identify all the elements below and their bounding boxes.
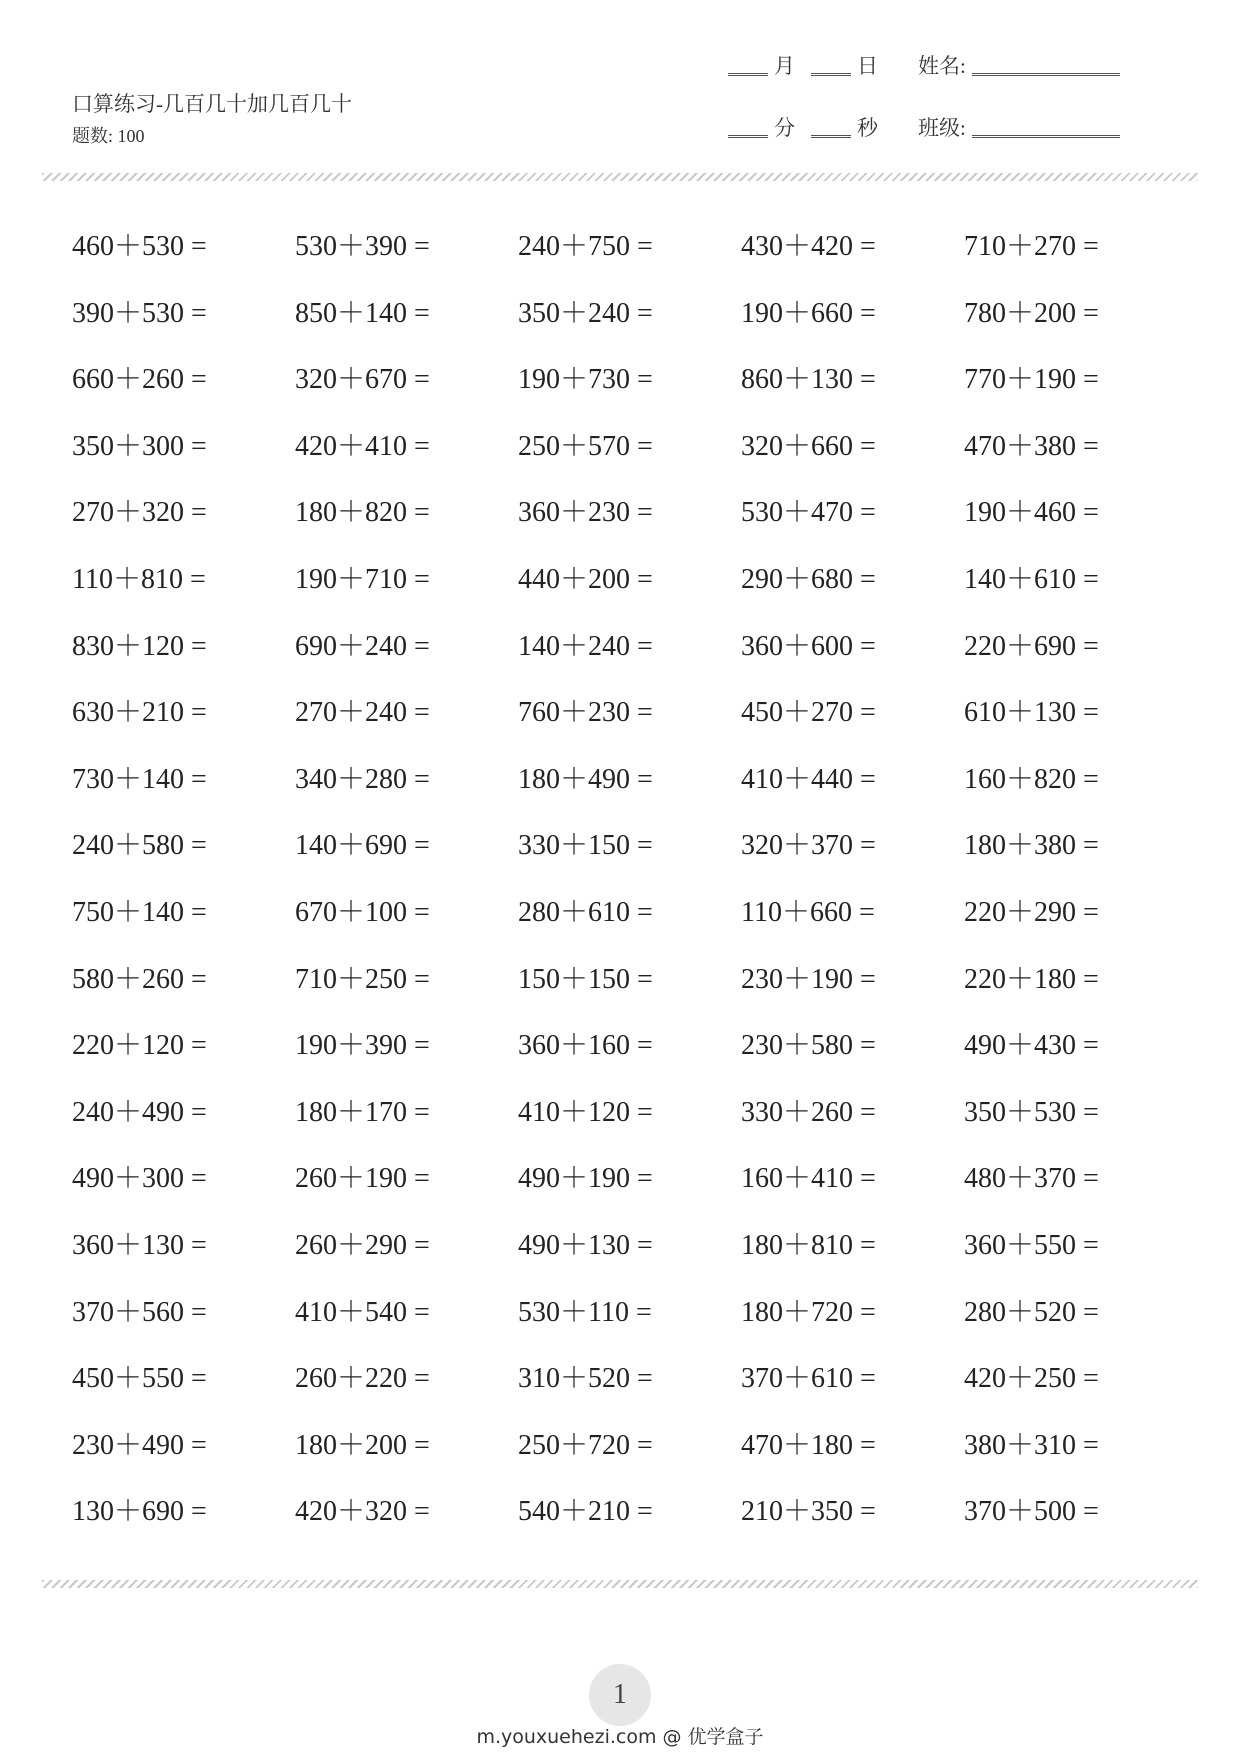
problem-item: 450＋270 = [741,697,876,729]
problem-item: 240＋580 = [72,830,207,862]
footer-site-text: m.youxuehezi.com @ 优学盒子 [476,1726,764,1748]
problem-item: 380＋310 = [964,1429,1099,1461]
problem-item: 180＋380 = [964,830,1099,862]
problem-item: 180＋200 = [295,1429,430,1461]
problem-item: 350＋300 = [72,430,207,462]
problem-item: 460＋530 = [72,231,207,262]
second-blank[interactable] [811,135,851,138]
problem-item: 240＋750 = [518,231,653,262]
problem-item: 180＋720 = [741,1296,876,1328]
problem-item: 860＋130 = [741,364,876,396]
problem-item: 350＋530 = [964,1096,1099,1128]
problem-item: 390＋530 = [72,297,207,329]
problem-item: 830＋120 = [72,630,207,662]
problem-item: 280＋520 = [964,1296,1099,1328]
problem-item: 190＋390 = [295,1030,430,1062]
problem-item: 360＋160 = [518,1030,653,1062]
problem-item: 360＋550 = [964,1229,1099,1261]
bottom-divider [42,1580,1198,1588]
problem-item: 140＋240 = [518,630,653,662]
problem-item: 530＋390 = [295,231,430,262]
name-label: 姓名: [918,54,966,78]
problem-item: 110＋660 = [741,896,875,928]
problem-grid [72,230,1192,1562]
problem-item: 280＋610 = [518,896,653,928]
problem-item: 110＋810 = [72,563,206,595]
problem-item: 430＋420 = [741,231,876,262]
class-label: 班级: [918,116,966,140]
problem-item: 580＋260 = [72,963,207,995]
problem-item: 140＋610 = [964,563,1099,595]
problem-item: 230＋580 = [741,1030,876,1062]
problem-item: 730＋140 = [72,763,207,795]
problem-item: 670＋100 = [295,896,430,928]
problem-item: 610＋130 = [964,697,1099,729]
name-blank[interactable] [972,73,1120,76]
month-blank[interactable] [728,73,768,76]
problem-item: 660＋260 = [72,364,207,396]
minute-blank[interactable] [728,135,768,138]
problem-item: 530＋470 = [741,497,876,529]
problem-item: 190＋660 = [741,297,876,329]
problem-item: 710＋270 = [964,231,1099,262]
problem-item: 350＋240 = [518,297,653,329]
day-label: 日 [857,54,878,78]
problem-item: 470＋180 = [741,1429,876,1461]
problem-item: 190＋730 = [518,364,653,396]
problem-item: 850＋140 = [295,297,430,329]
problem-item: 220＋690 = [964,630,1099,662]
problem-item: 180＋170 = [295,1096,430,1128]
problem-item: 250＋720 = [518,1429,653,1461]
problem-item: 490＋130 = [518,1229,653,1261]
time-row [728,112,1120,142]
problem-item: 160＋410 = [741,1163,876,1195]
problem-item: 340＋280 = [295,763,430,795]
problem-item: 360＋130 = [72,1229,207,1261]
problem-item: 140＋690 = [295,830,430,862]
problem-item: 630＋210 = [72,697,207,729]
problem-item: 260＋190 = [295,1163,430,1195]
date-row [728,50,1120,80]
top-divider [42,173,1198,181]
problem-item: 190＋710 = [295,563,430,595]
problem-item: 190＋460 = [964,497,1099,529]
problem-item: 260＋220 = [295,1363,430,1395]
problem-item: 270＋240 = [295,697,430,729]
minute-label: 分 [774,116,795,140]
problem-count: 题数: 100 [72,126,145,146]
problem-item: 370＋500 = [964,1496,1099,1528]
problem-item: 540＋210 = [518,1496,653,1528]
problem-item: 180＋820 = [295,497,430,529]
worksheet-title: 口算练习-几百几十加几百几十 [72,92,352,116]
page-number: 1 [589,1664,651,1726]
problem-item: 780＋200 = [964,297,1099,329]
problem-item: 370＋560 = [72,1296,207,1328]
problem-item: 240＋490 = [72,1096,207,1128]
problem-item: 320＋370 = [741,830,876,862]
problem-item: 330＋260 = [741,1096,876,1128]
problem-item: 420＋410 = [295,430,430,462]
problem-item: 320＋670 = [295,364,430,396]
problem-item: 360＋230 = [518,497,653,529]
problem-item: 230＋190 = [741,963,876,995]
problem-item: 370＋610 = [741,1363,876,1395]
problem-item: 320＋660 = [741,430,876,462]
problem-item: 180＋810 = [741,1229,876,1261]
second-label: 秒 [857,116,878,140]
problem-item: 130＋690 = [72,1496,207,1528]
problem-item: 480＋370 = [964,1163,1099,1195]
problem-item: 690＋240 = [295,630,430,662]
problem-item: 420＋320 = [295,1496,430,1528]
problem-item: 330＋150 = [518,830,653,862]
month-label: 月 [774,54,795,78]
problem-item: 490＋190 = [518,1163,653,1195]
problem-item: 710＋250 = [295,963,430,995]
problem-item: 530＋110 = [518,1296,652,1328]
problem-item: 230＋490 = [72,1429,207,1461]
problem-item: 160＋820 = [964,763,1099,795]
problem-item: 760＋230 = [518,697,653,729]
problem-item: 220＋120 = [72,1030,207,1062]
problem-item: 770＋190 = [964,364,1099,396]
problem-item: 450＋550 = [72,1363,207,1395]
problem-item: 470＋380 = [964,430,1099,462]
problem-item: 490＋430 = [964,1030,1099,1062]
problem-item: 750＋140 = [72,896,207,928]
problem-item: 490＋300 = [72,1163,207,1195]
problem-item: 410＋540 = [295,1296,430,1328]
problem-item: 180＋490 = [518,763,653,795]
problem-item: 220＋180 = [964,963,1099,995]
problem-item: 410＋120 = [518,1096,653,1128]
problem-item: 260＋290 = [295,1229,430,1261]
class-blank[interactable] [972,135,1120,138]
problem-item: 150＋150 = [518,963,653,995]
problem-item: 420＋250 = [964,1363,1099,1395]
problem-item: 220＋290 = [964,896,1099,928]
problem-item: 290＋680 = [741,563,876,595]
problem-item: 210＋350 = [741,1496,876,1528]
problem-item: 250＋570 = [518,430,653,462]
day-blank[interactable] [811,73,851,76]
problem-item: 410＋440 = [741,763,876,795]
problem-item: 310＋520 = [518,1363,653,1395]
problem-item: 360＋600 = [741,630,876,662]
problem-item: 270＋320 = [72,497,207,529]
problem-item: 440＋200 = [518,563,653,595]
